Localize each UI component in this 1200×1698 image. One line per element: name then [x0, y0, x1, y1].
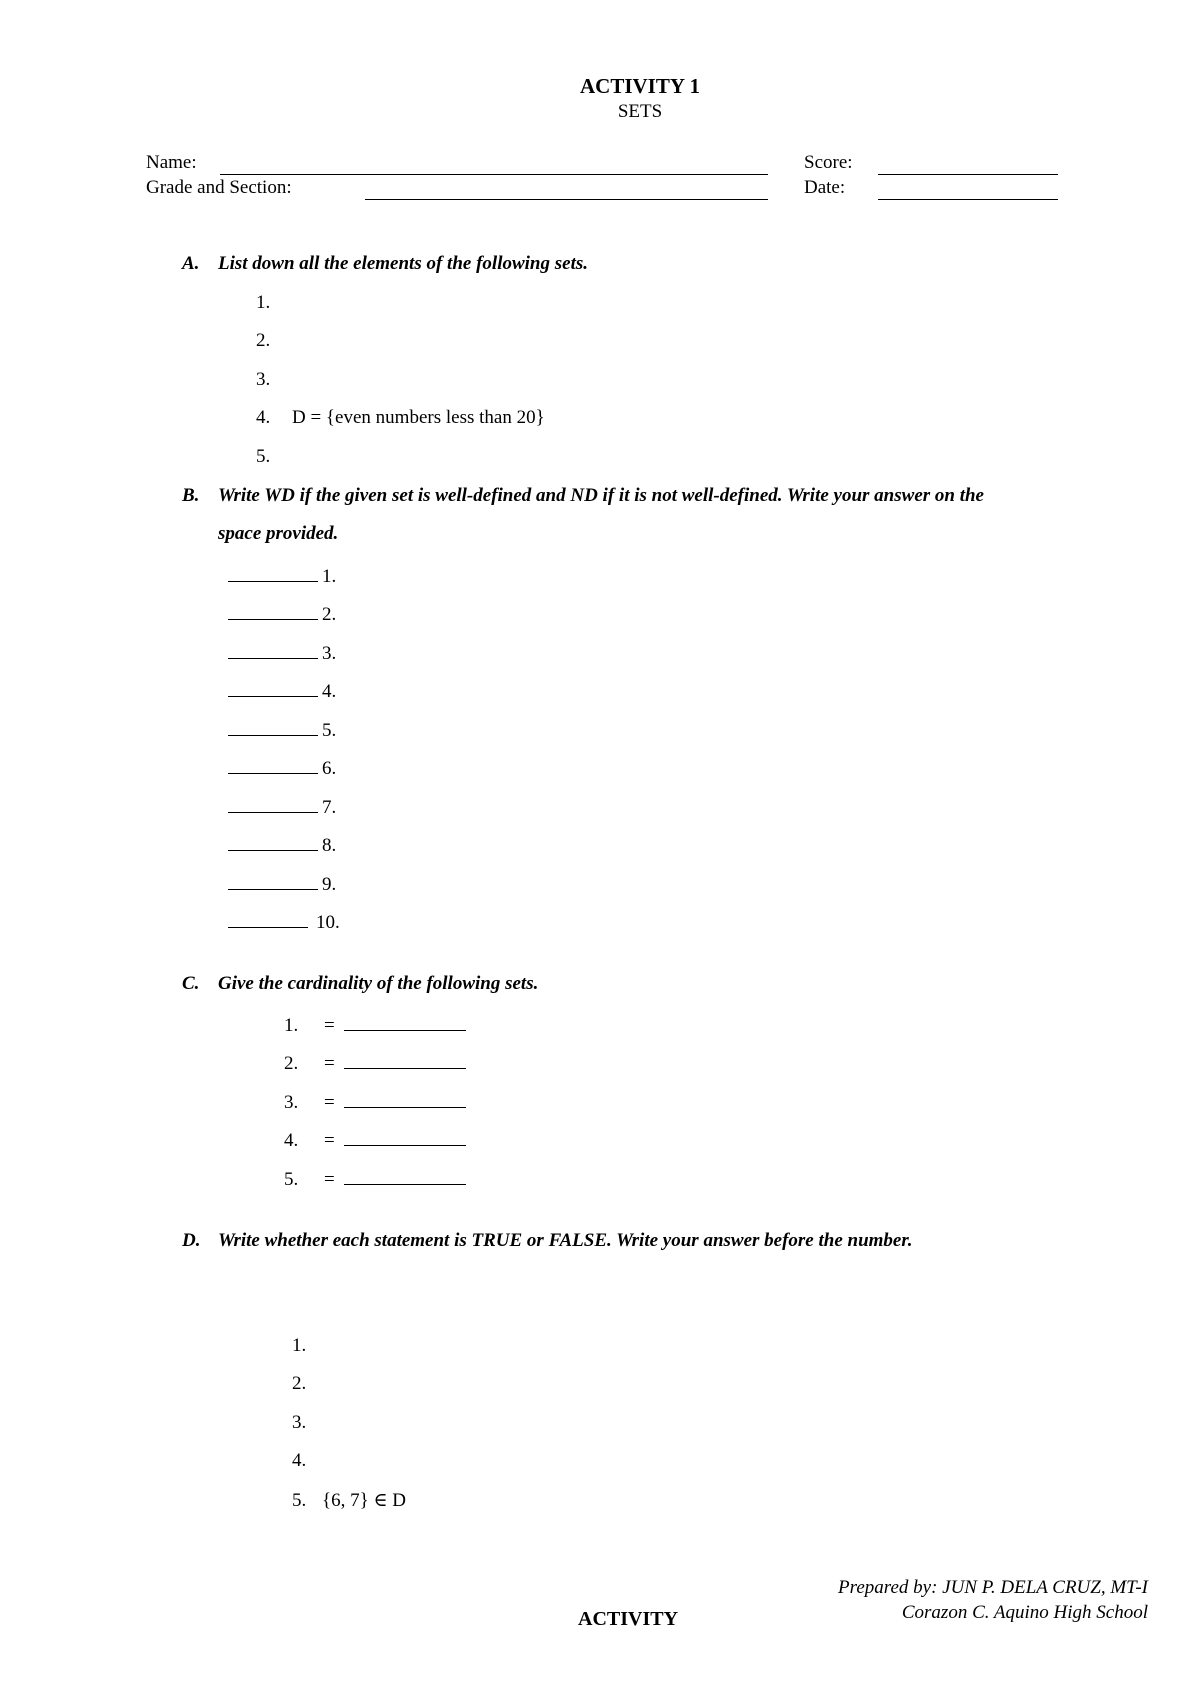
section-c-item	[284, 1127, 466, 1152]
item-number: 9.	[322, 874, 337, 895]
item-number: 1.	[284, 1015, 299, 1036]
item-number: 1.	[322, 566, 337, 587]
answer-blank[interactable]	[228, 909, 308, 928]
section-b-heading	[182, 485, 984, 507]
answer-blank[interactable]	[228, 601, 318, 620]
section-d-item: 1.	[292, 1335, 307, 1356]
section-a-item: 2.	[256, 330, 271, 351]
section-a-letter: A.	[182, 253, 200, 274]
section-c-item	[284, 1050, 466, 1075]
answer-blank[interactable]	[344, 1012, 466, 1031]
grade-section-field-line	[365, 199, 768, 200]
section-b-item	[228, 909, 340, 934]
grade-section-label: Grade and Section:	[146, 177, 292, 198]
item-number: 2.	[284, 1053, 299, 1074]
item-number: 6.	[322, 758, 337, 779]
section-b-item	[228, 871, 336, 896]
date-field-line	[878, 199, 1058, 200]
equals-sign: =	[324, 1053, 335, 1074]
section-b-item	[228, 794, 336, 819]
name-field-line	[220, 174, 768, 175]
answer-blank[interactable]	[228, 871, 318, 890]
answer-blank[interactable]	[228, 717, 318, 736]
answer-blank[interactable]	[228, 563, 318, 582]
item-number: 8.	[322, 835, 337, 856]
section-c-heading	[182, 973, 538, 995]
section-c-item	[284, 1089, 466, 1114]
item-number: 5.	[284, 1169, 299, 1190]
answer-blank[interactable]	[228, 640, 318, 659]
equals-sign: =	[324, 1130, 335, 1151]
section-a-instruction: List down all the elements of the following sets.	[218, 253, 588, 274]
score-field-line	[878, 174, 1058, 175]
item-number: 3.	[322, 643, 337, 664]
section-a-item: 3.	[256, 369, 271, 390]
prepared-by: Prepared by: JUN P. DELA CRUZ, MT-I	[838, 1577, 1148, 1598]
answer-blank[interactable]	[344, 1166, 466, 1185]
section-b-instruction-line1: Write WD if the given set is well-defined and ND if it is not well-defined. Write your answer on the	[218, 485, 984, 506]
section-d-item: 3.	[292, 1412, 307, 1433]
answer-blank[interactable]	[228, 678, 318, 697]
school-name: Corazon C. Aquino High School	[901, 1602, 1148, 1623]
section-d-item: 5. {6, 7} ∈ D	[292, 1490, 407, 1511]
footer-activity-label: ACTIVITY	[578, 1608, 679, 1630]
section-c-item	[284, 1166, 466, 1191]
section-b-instruction-line2: space provided.	[218, 523, 339, 544]
section-b-item	[228, 601, 336, 626]
section-d-item: 4.	[292, 1450, 307, 1471]
item-number: 2.	[322, 604, 337, 625]
section-b-item	[228, 832, 336, 857]
name-label: Name:	[146, 152, 197, 173]
item-number: 7.	[322, 797, 337, 818]
equals-sign: =	[324, 1015, 335, 1036]
section-b-item	[228, 563, 336, 588]
section-d-instruction: Write whether each statement is TRUE or FALSE. Write your answer before the number.	[218, 1230, 913, 1251]
item-number: 3.	[284, 1092, 299, 1113]
answer-blank[interactable]	[344, 1127, 466, 1146]
equals-sign: =	[324, 1169, 335, 1190]
item-number: 4.	[284, 1130, 299, 1151]
section-c-instruction: Give the cardinality of the following sets.	[218, 973, 539, 994]
answer-blank[interactable]	[228, 794, 318, 813]
section-d-letter: D.	[182, 1230, 201, 1251]
section-d-item: 2.	[292, 1373, 307, 1394]
answer-blank[interactable]	[228, 755, 318, 774]
equals-sign: =	[324, 1092, 335, 1113]
item-number: 10.	[316, 912, 340, 933]
section-c-letter: C.	[182, 973, 200, 994]
section-b-item	[228, 678, 336, 703]
section-a-heading	[182, 253, 588, 275]
page-title: ACTIVITY 1	[580, 74, 700, 98]
section-b-letter: B.	[182, 485, 200, 506]
score-label: Score:	[804, 152, 853, 173]
page-subtitle: SETS	[617, 101, 663, 122]
section-a-item: 4. D = {even numbers less than 20}	[256, 407, 545, 428]
section-a-item: 1.	[256, 292, 271, 313]
section-b-item	[228, 640, 336, 665]
section-d-heading	[182, 1230, 912, 1252]
date-label: Date:	[804, 177, 846, 198]
section-c-item	[284, 1012, 466, 1037]
section-b-item	[228, 717, 336, 742]
item-number: 4.	[322, 681, 337, 702]
answer-blank[interactable]	[228, 832, 318, 851]
item-number: 5.	[322, 720, 337, 741]
section-b-item	[228, 755, 336, 780]
answer-blank[interactable]	[344, 1050, 466, 1069]
answer-blank[interactable]	[344, 1089, 466, 1108]
section-a-item: 5.	[256, 446, 271, 467]
